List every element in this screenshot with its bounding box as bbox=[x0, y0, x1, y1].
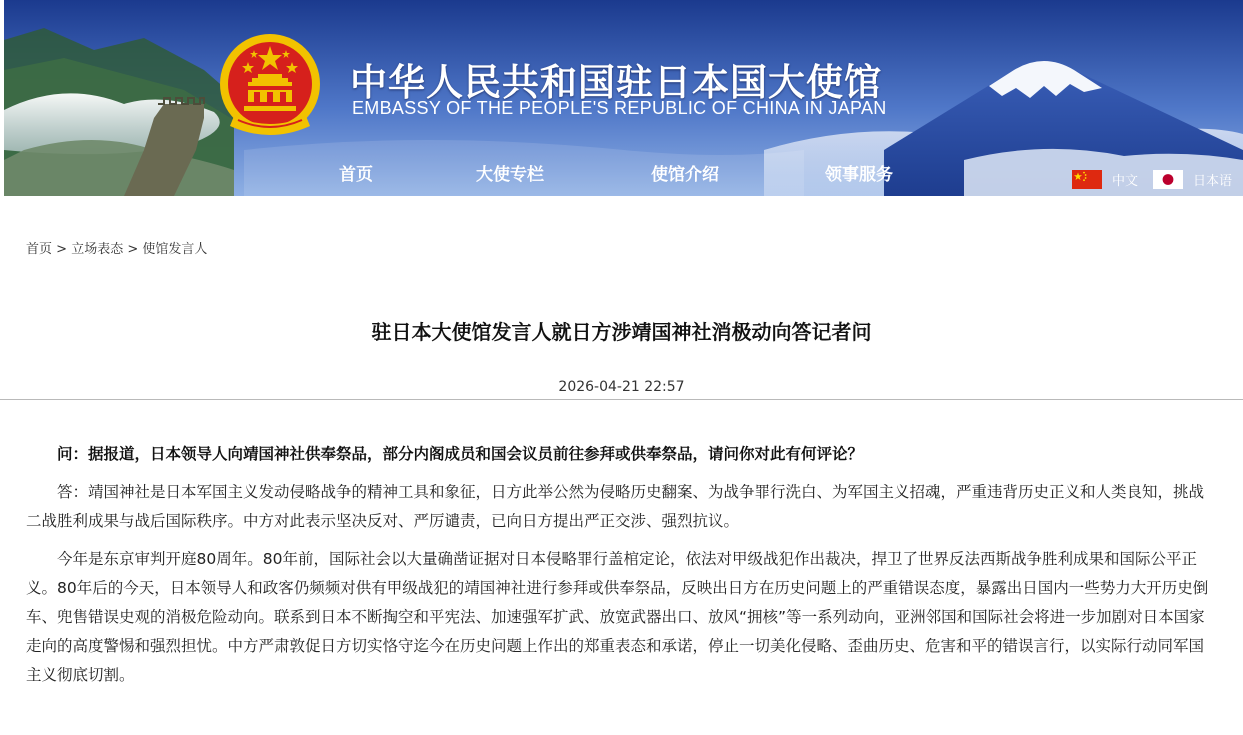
china-flag-icon bbox=[1072, 170, 1102, 189]
breadcrumb-item-positions[interactable]: 立场表态 bbox=[71, 242, 124, 257]
site-title-en: EMBASSY OF THE PEOPLE'S REPUBLIC OF CHINA IN JAPAN bbox=[352, 98, 887, 118]
main-nav bbox=[4, 160, 1243, 186]
national-emblem-icon bbox=[218, 32, 322, 140]
article-title: 驻日本大使馆发言人就日方涉靖国神社消极动向答记者问 bbox=[371, 320, 872, 344]
nav-item-home[interactable]: 首页 bbox=[339, 165, 373, 185]
nav-item-consular-services[interactable]: 领事服务 bbox=[825, 165, 893, 185]
lang-chinese-link[interactable] bbox=[1072, 169, 1138, 189]
lang-japanese-label: 日本语 bbox=[1193, 173, 1233, 189]
lang-chinese-label: 中文 bbox=[1112, 173, 1139, 189]
site-title-cn: 中华人民共和国驻日本国大使馆 bbox=[350, 61, 882, 104]
lang-japanese-link[interactable] bbox=[1153, 169, 1232, 189]
breadcrumb-separator: > bbox=[56, 242, 68, 257]
breadcrumb bbox=[26, 238, 207, 257]
article-paragraph: 今年是东京审判开庭80周年。80年前，国际社会以大量确凿证据对日本侵略罪行盖棺定论，依法对甲级战犯作出裁决，捍卫了世界反法西斯战争胜利成果和国际公平正义。80年后的今天，日本领导人和政客仍频频对供有甲级战犯的靖国神社进行参拜或供奉祭品，反映出日方在历史问题上的严重错误态度，暴露出日国内一些势力大开历史倒车、兜售错误史观的消极危险动向。联系到日本不断掏空和平宪法、加速强军扩武、放宽武器出口、放风“拥核”等一系列动向，亚洲邻国和国际社会将进一步加剧对日本国家走向的高度警惕和强烈担忧。中方严肃敦促日方切实恪守迄今在历史问题上作出的郑重表态和承诺，停止一切美化侵略、歪曲历史、危害和平的错误言行，以实际行动同军国主义彻底切割。 bbox=[26, 550, 1209, 684]
header-banner bbox=[4, 0, 1243, 196]
breadcrumb-separator: > bbox=[127, 242, 139, 257]
breadcrumb-item-home[interactable]: 首页 bbox=[26, 242, 53, 257]
divider bbox=[0, 399, 1243, 400]
breadcrumb-item-spokesperson[interactable]: 使馆发言人 bbox=[142, 242, 208, 257]
nav-item-ambassador-column[interactable]: 大使专栏 bbox=[476, 165, 544, 185]
japan-flag-icon bbox=[1153, 170, 1183, 189]
article-body bbox=[26, 440, 1218, 699]
article-question: 问：据报道，日本领导人向靖国神社供奉祭品，部分内阁成员和国会议员前往参拜或供奉祭品，请问你对此有何评论？ bbox=[57, 445, 864, 463]
article-date: 2026-04-21 22:57 bbox=[558, 379, 685, 395]
article-paragraph: 答：靖国神社是日本军国主义发动侵略战争的精神工具和象征，日方此举公然为侵略历史翻案、为战争罪行洗白、为军国主义招魂，严重违背历史正义和人类良知，挑战二战胜利成果与战后国际秩序。中方对此表示坚决反对、严厉谴责，已向日方提出严正交涉、强烈抗议。 bbox=[26, 483, 1205, 530]
nav-item-embassy-intro[interactable]: 使馆介绍 bbox=[651, 165, 719, 185]
